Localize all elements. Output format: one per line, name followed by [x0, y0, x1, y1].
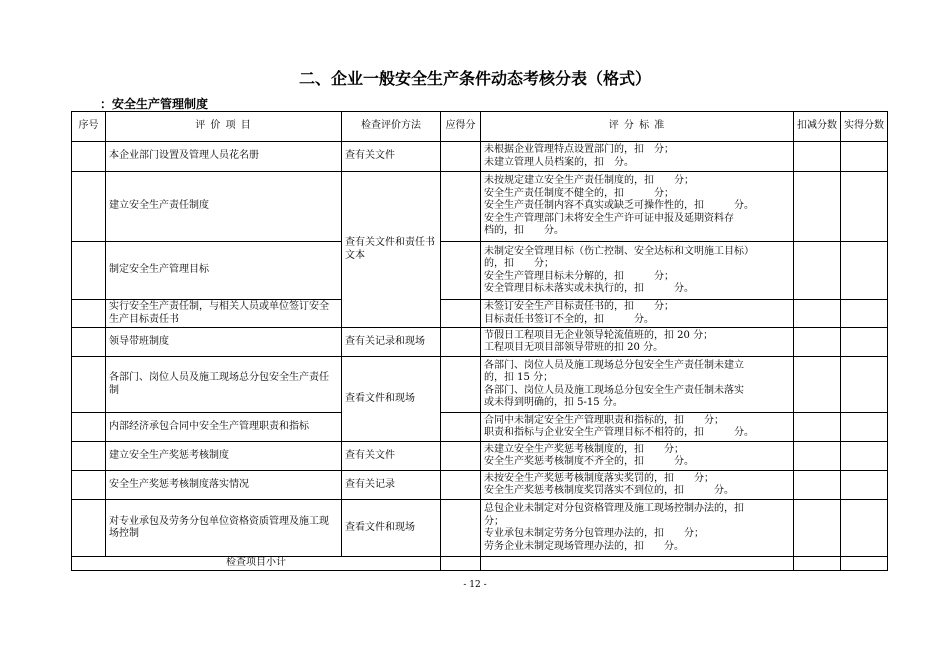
method-cell: 查有关记录和现场 — [342, 328, 441, 357]
item-cell: 安全生产奖惩考核制度落实情况 — [106, 471, 342, 500]
table-row — [72, 172, 888, 242]
table-header-row — [72, 112, 888, 142]
table-row — [72, 471, 888, 500]
header-due: 应得分 — [441, 112, 481, 142]
item-cell: 各部门、岗位人员及施工现场总分包安全生产责任制 — [106, 357, 342, 413]
section-title: ：安全生产管理制度 — [100, 97, 209, 111]
assessment-table — [71, 111, 888, 571]
method-cell: 查有关文件 — [342, 442, 441, 471]
item-cell: 建立安全生产奖惩考核制度 — [106, 442, 342, 471]
method-cell: 查有关文件 — [342, 142, 441, 172]
method-cell-merged: 查有关文件和责任书文本 — [342, 172, 441, 328]
method-cell: 查有关记录 — [342, 471, 441, 500]
criteria-cell: 节假日工程项目无企业领导轮流值班的，扣 20 分； 工程项目无项目部领导带班的扣 20 分。 — [481, 328, 794, 357]
criteria-cell: 未根据企业管理特点设置部门的，扣 分； 未建立管理人员档案的，扣 分。 — [481, 142, 794, 172]
criteria-cell: 未按安全生产奖惩考核制度落实奖罚的，扣 分； 安全生产奖惩考核制度奖罚落实不到位的，扣 分。 — [481, 471, 794, 500]
method-cell: 查看文件和现场 — [342, 500, 441, 557]
criteria-cell: 总包企业未制定对分包资格管理及施工现场控制办法的，扣 分； 专业承包未制定劳务分包管理办法的，扣 分； 劳务企业未制定现场管理办法的，扣 分。 — [481, 500, 794, 557]
table-row — [72, 413, 888, 442]
header-deduct: 扣减分数 — [794, 112, 841, 142]
table-row — [72, 300, 888, 328]
criteria-cell: 合同中未制定安全生产管理职责和指标的，扣 分； 职责和指标与企业安全生产管理目标不相符的，扣 分。 — [481, 413, 794, 442]
item-cell: 本企业部门设置及管理人员花名册 — [106, 142, 342, 172]
item-cell: 建立安全生产责任制度 — [106, 172, 342, 242]
table-row — [72, 357, 888, 413]
item-cell: 领导带班制度 — [106, 328, 342, 357]
criteria-cell: 未建立安全生产奖惩考核制度的，扣 分； 安全生产奖惩考核制度不齐全的，扣 分。 — [481, 442, 794, 471]
item-cell: 实行安全生产责任制，与相关人员或单位签订安全生产目标责任书 — [106, 300, 342, 328]
header-actual: 实得分数 — [841, 112, 888, 142]
table-row — [72, 142, 888, 172]
page-number: - 12 - — [463, 580, 487, 590]
criteria-cell: 未制定安全管理目标（伤亡控制、安全达标和文明施工目标） 的，扣 分； 安全生产管理目标未分解的，扣 分； 安全管理目标未落实或未执行的，扣 分。 — [481, 242, 794, 300]
header-item: 评 价 项 目 — [106, 112, 342, 142]
subtotal-label: 检查项目小计 — [72, 557, 441, 571]
page-title: 二、企业一般安全生产条件动态考核分表（格式） — [298, 69, 651, 88]
item-cell: 内部经济承包合同中安全生产管理职责和指标 — [106, 413, 342, 442]
header-criteria: 评 分 标 准 — [481, 112, 794, 142]
subtotal-row — [72, 557, 888, 571]
criteria-cell: 未签订安全生产目标责任书的，扣 分； 目标责任书签订不全的，扣 分。 — [481, 300, 794, 328]
table-row — [72, 328, 888, 357]
header-seq: 序号 — [72, 112, 106, 142]
method-cell-merged: 查看文件和现场 — [342, 357, 441, 442]
criteria-cell: 未按规定建立安全生产责任制度的，扣 分； 安全生产责任制度不健全的，扣 分； 安全生产责任制内容不真实或缺乏可操作性的，扣 分。 安全生产管理部门未将安全生产许可证申报及延期资料存 档的，扣 分。 — [481, 172, 794, 242]
item-cell: 对专业承包及劳务分包单位资格资质管理及施工现场控制 — [106, 500, 342, 557]
header-method: 检查评价方法 — [342, 112, 441, 142]
table-row — [72, 500, 888, 557]
table-row — [72, 242, 888, 300]
criteria-cell: 各部门、岗位人员及施工现场总分包安全生产责任制未建立 的，扣 15 分； 各部门、岗位人员及施工现场总分包安全生产责任制未落实 或未得到明确的，扣 5-15 分。 — [481, 357, 794, 413]
item-cell: 制定安全生产管理目标 — [106, 242, 342, 300]
table-row — [72, 442, 888, 471]
